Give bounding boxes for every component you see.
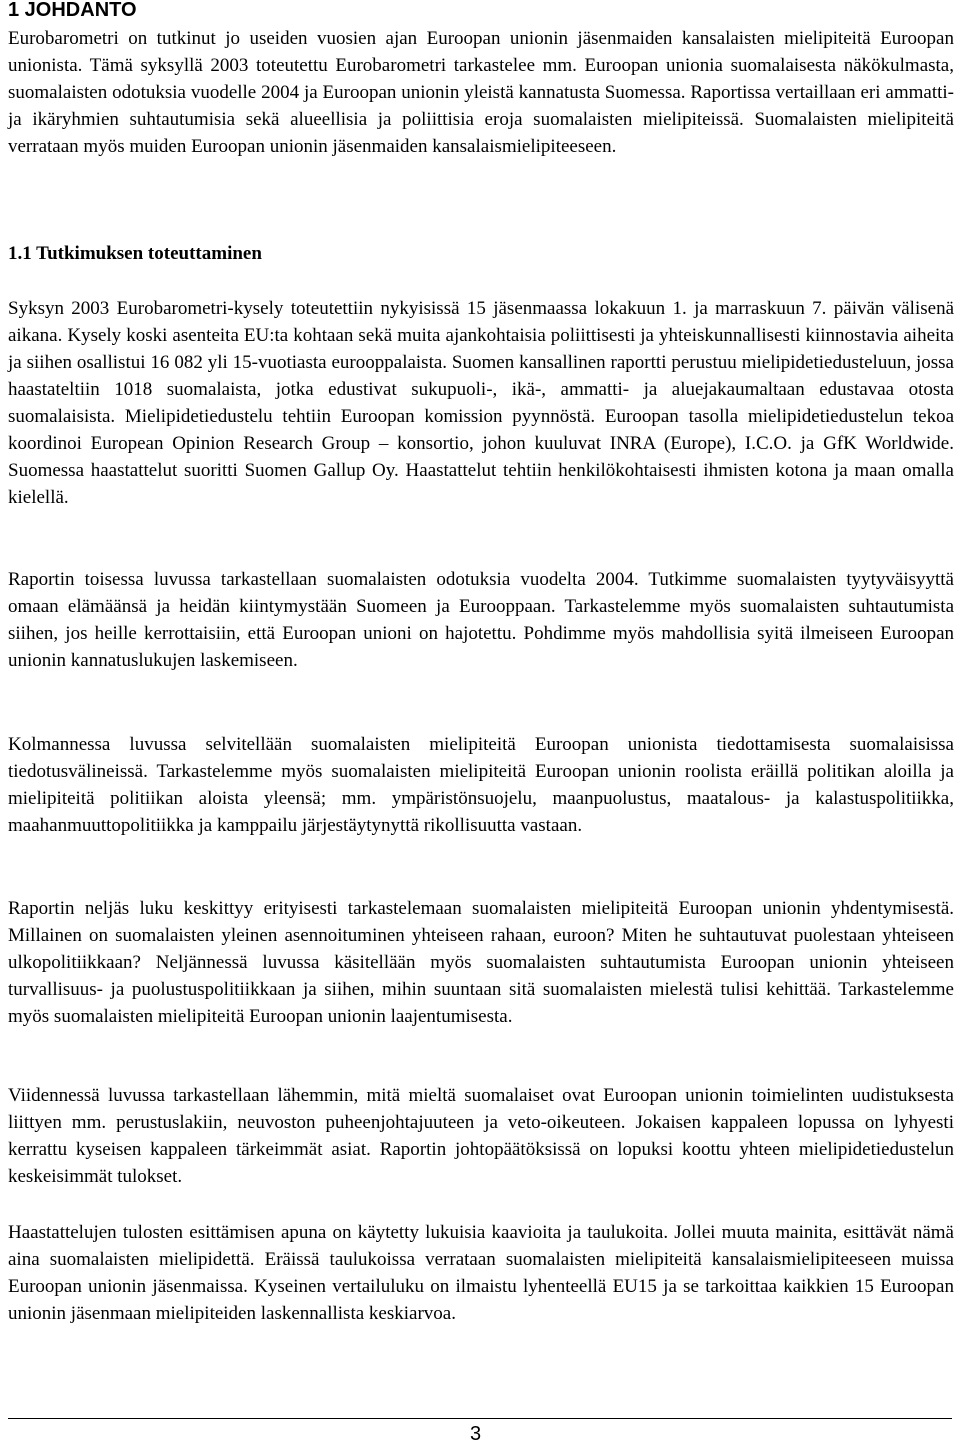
chapter-two-paragraph: Raportin toisessa luvussa tarkastellaan suomalaisten odotuksia vuodelta 2004. Tutkimme suomalaisten tyytyväisyyttä omaan elämäänsä ja heidän kiintymystään Suomeen ja Eurooppaan. Tarkastelemme myös suomalaisten suhtautumista siihen, jos heille kerrottaisiin, että Euroopan unioni on hajotettu. Pohdimme myös mahdollisia syitä ilmeiseen Euroopan unionin kannatuslukujen laskemiseen. xyxy=(8,569,954,671)
chapter-three-paragraph: Kolmannessa luvussa selvitellään suomalaisten mielipiteitä Euroopan unionista tiedottamisesta suomalaisissa tiedotusvälineissä. Tarkastelemme myös suomalaisten mielipiteitä Euroopan unionin roolista eräillä politikan aloilla ja mielipiteitä politiikan aloista yleensä; mm. ympäristönsuojelu, maanpuolustus, maatalous- ja kalastuspolitiikka, maahanmuuttopolitiikka ja kamppailu järjestäytynyttä rikollisuutta vastaan. xyxy=(8,734,954,836)
chapter-four-paragraph: Raportin neljäs luku keskittyy erityisesti tarkastelemaan suomalaisten mielipiteitä Euroopan unionin yhdentymisestä. Millainen on suomalaisten yleinen asennoituminen yhteiseen rahaan, euroon? Miten he suhtautuvat puolestaan yhteiseen ulkopolitiikkaan? Neljännessä luvussa käsitellään myös suomalaisten suhtautumista Euroopan unionin yhteiseen turvallisuus- ja puolustuspolitiikkaan ja siihen, mihin suuntaan sitä suomalaisten mielestä tulisi kehittää. Tarkastelemme myös suomalaisten mielipiteitä Euroopan unionin laajentumisesta. xyxy=(8,898,954,1027)
chapter-five-paragraph: Viidennessä luvussa tarkastellaan lähemmin, mitä mieltä suomalaiset ovat Euroopan unionin toimielinten uudistuksesta liittyen mm. perustuslakiin, neuvoston puheenjohtajuuteen ja veto-oikeuteen. Jokaisen kappaleen lopussa on lyhyesti kerrattu kyseisen kappaleen tärkeimmät asiat. Raportin johtopäätöksissä on lopuksi koottu yhteen mielipidetiedustelun keskeisimmät tulokset. xyxy=(8,1085,954,1187)
methodology-paragraph: Syksyn 2003 Eurobarometri-kysely toteutettiin nykyisissä 15 jäsenmaassa lokakuun 1. ja marraskuun 7. päivän välisenä aikana. Kysely koski asenteita EU:ta kohtaan sekä muita ajankohtaisia poliittisesti ja yhteiskunnallisesti kiinnostavia aiheita ja siihen osallistui 16 082 yli 15-vuotiasta eurooppalaista. Suomen kansallinen raportti perustuu mielipidetiedusteluun, jossa haastateltiin 1018 suomalaista, jotka edustivat sukupuoli-, ikä-, ammatti- ja aluejakaumaltaan edustavaa otosta suomalaisista. Mielipidetiedustelu tehtiin Euroopan komission pyynnöstä. Euroopan tasolla mielipidetiedustelun tekoa koordinoi European Opinion Research Group – konsortio, johon kuuluvat INRA (Europe), I.C.O. ja GfK Worldwide. Suomessa haastattelut suoritti Suomen Gallup Oy. Haastattelut tehtiin henkilökohtaisesti ihmisten kotona ja maan omalla kielellä. xyxy=(8,298,954,508)
presentation-paragraph: Haastattelujen tulosten esittämisen apuna on käytetty lukuisia kaavioita ja taulukoita. Jollei muuta mainita, esittävät nämä aina suomalaisten mielipidettä. Eräissä taulukoissa verrataan suomalaisten mielipiteitä kansalaismielipiteeseen muissa Euroopan unionin jäsenmaissa. Kyseinen vertailuluku on ilmaistu lyhenteellä EU15 ja se tarkoittaa kaikkien 15 Euroopan unionin jäsenmaan mielipiteiden laskennallista keskiarvoa. xyxy=(8,1222,954,1324)
footer-divider xyxy=(8,1418,952,1419)
chapter-heading: 1 JOHDANTO xyxy=(8,0,137,21)
section-heading: 1.1 Tutkimuksen toteuttaminen xyxy=(8,243,262,264)
intro-paragraph: Eurobarometri on tutkinut jo useiden vuosien ajan Euroopan unionin jäsenmaiden kansalaisten mielipiteitä Euroopan unionista. Tämä syksyllä 2003 toteutettu Eurobarometri tarkastelee mm. Euroopan unionia suomalaisesta näkökulmasta, suomalaisten odotuksia vuodelle 2004 ja Euroopan unionin yleistä kannatusta Suomessa. Raportissa vertaillaan eri ammatti- ja ikäryhmien suhtautumisia sekä alueellisia ja poliittisia eroja suomalaisten mielipiteissä. Suomalaisten mielipiteitä verrataan myös muiden Euroopan unionin jäsenmaiden kansalaismielipiteeseen. xyxy=(8,28,954,157)
page-number: 3 xyxy=(470,1423,482,1445)
